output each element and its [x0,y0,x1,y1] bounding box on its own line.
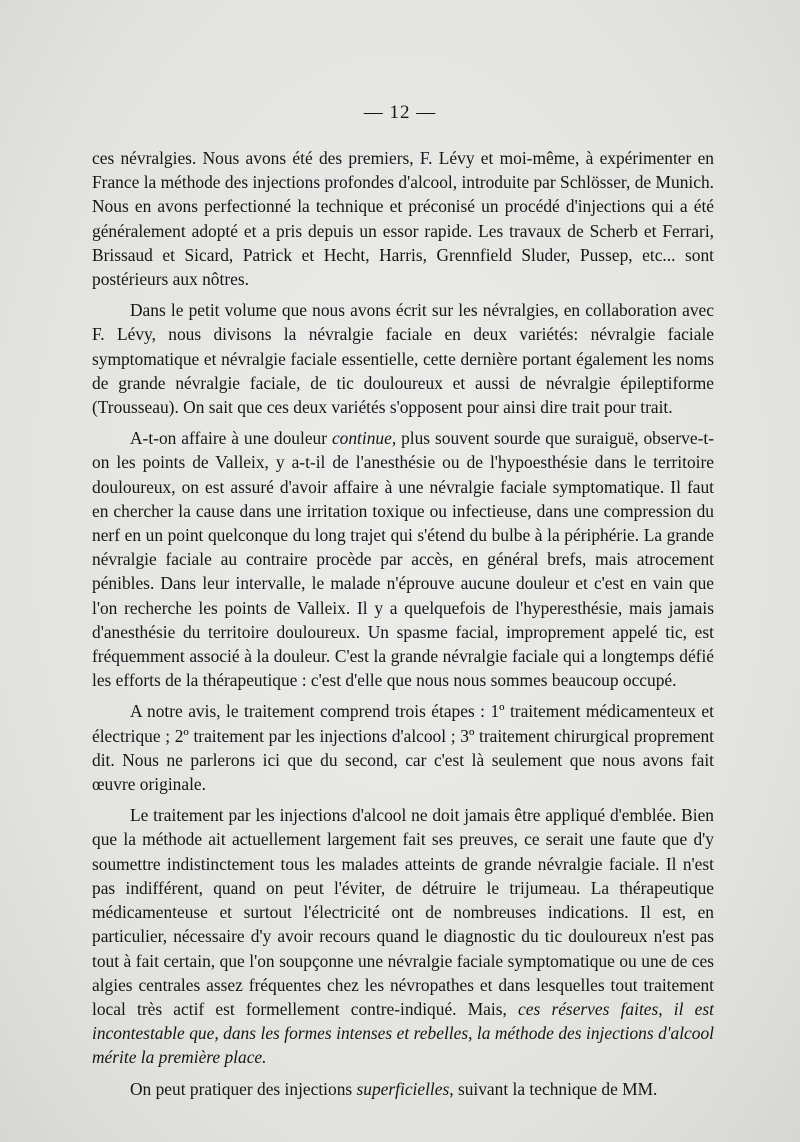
paragraph-5 [92,803,714,1069]
paragraph-4: A notre avis, le traitement comprend trois étapes : 1º traitement médicamenteux et électrique ; 2º traitement par les injections d'alcool ; 3º traitement chirurgical proprement dit. Nous ne parlerons ici que du second, car c'est là seulement que nous avons fait œuvre originale. [92,701,714,795]
paragraph-5-emphasis: ces réserves faites, il est incontestable que, dans les formes intenses et rebelles, la méthode des injections d'alcool mérite la première place. [92,998,714,1068]
paragraph-3-text-b: plus souvent sourde que suraiguë, observe-t-on les points de Valleix, y a-t-il de l'anesthésie ou de l'hypoesthésie dans le territoire douloureux, on est assuré d'avoir affaire à une névralgie faciale symptomatique. Il faut en chercher la cause dans une irritation toxique ou infectieuse, dans une compression du nerf en un point quelconque du long trajet qui s'étend du bulbe à la périphérie. La grande névralgie faciale au contraire procède par accès, en général brefs, mais atrocement pénibles. Dans leur intervalle, le malade n'éprouve aucune douleur et c'est en vain que l'on recherche les points de Valleix. Il y a quelquefois de l'hyperesthésie, mais jamais d'anesthésie du territoire douloureux. Un spasme facial, improprement appelé tic, est fréquemment associé à la douleur. C'est la grande névralgie faciale qui a longtemps défié les efforts de la thérapeutique : c'est d'elle que nous nous sommes beaucoup occupé. [92,428,714,691]
paragraph-6-text-a: On peut pratiquer des injections [130,1078,357,1099]
paragraph-6 [92,1077,714,1101]
paragraph-2: Dans le petit volume que nous avons écrit sur les névralgies, en collaboration avec F. Lévy, nous divisons la névralgie faciale en deux variétés: névralgie faciale symptomatique et névralgie faciale essentielle, cette dernière portant également les noms de grande névralgie faciale, de tic douloureux et aussi de névralgie épileptiforme (Trousseau). On sait que ces deux variétés s'opposent pour ainsi dire trait pour trait. [92,300,714,418]
paragraph-1: ces névralgies. Nous avons été des premiers, F. Lévy et moi-même, à expérimenter en France la méthode des injections profondes d'alcool, introduite par Schlösser, de Munich. Nous en avons perfectionné la technique et préconisé un procédé d'injections qui a été généralement adopté et a pris depuis un essor rapide. Les travaux de Scherb et Ferrari, Brissaud et Sicard, Patrick et Hecht, Harris, Grennfield Sluder, Pussep, etc... sont postérieurs aux nôtres. [92,148,714,290]
page-number: — 12 — [363,102,437,123]
paragraph-5-text-a: Le traitement par les injections d'alcool ne doit jamais être appliqué d'emblée. Bien que la méthode ait actuellement largement fait ses preuves, ce serait une faute que d'y soumettre indistinctement tous les malades atteints de grande névralgie faciale. Il n'est pas indifférent, quand on peut l'éviter, de détruire le trijumeau. La thérapeutique médicamenteuse et surtout l'électricité ont de nombreuses indications. Il est, en particulier, nécessaire d'y avoir recours quand le diagnostic du tic douloureux n'est pas tout à fait certain, que l'on soupçonne une névralgie faciale symptomatique ou une de ces algies centrales assez fréquentes chez les névropathes et dans lesquelles tout traitement local très actif est formellement contre-indiqué. Mais, [92,805,714,1019]
paragraph-6-emphasis: superficielles, [356,1078,454,1099]
paragraph-3-text-a: A-t-on affaire à une douleur [130,428,332,449]
paragraph-3 [92,426,714,692]
paragraph-3-emphasis: continue, [331,428,397,449]
paragraph-6-text-b: suivant la technique de MM. [453,1078,658,1099]
body-text [92,146,714,1101]
